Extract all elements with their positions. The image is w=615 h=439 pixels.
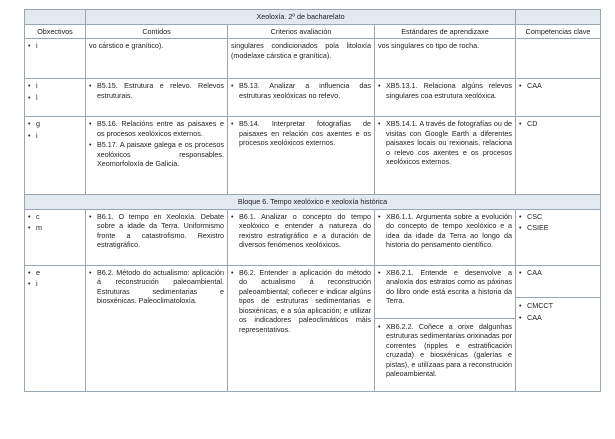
standards-cell: [375, 117, 516, 195]
column-header-criterios: Criterios avaliación: [228, 24, 375, 39]
standards-subrow: [375, 318, 515, 379]
table-row: [25, 117, 601, 195]
criteria-text: singulares condicionados pola litoloxía (modelaxe cárstica e granítica).: [231, 41, 371, 60]
content-cell: [86, 79, 228, 117]
content-text: • B5.17. A paisaxe galega e os procesos xeolóxicos responsables. Xeomorfoloxía de Galicia.: [89, 140, 224, 169]
column-header-competencias: Competencias clave: [516, 24, 601, 39]
objectives-cell: [25, 79, 86, 117]
objective-item: • e: [28, 268, 82, 278]
criteria-cell: [228, 79, 375, 117]
standards-text: • XB5.13.1. Relaciona algúns relevos singulares coa estrutura xeolóxica.: [378, 81, 512, 100]
competences-cell: [516, 39, 601, 79]
criteria-cell: [228, 39, 375, 79]
competence-item: • CAA: [519, 268, 597, 278]
table-row: [25, 265, 601, 391]
objective-item: • i: [28, 41, 82, 51]
criteria-text: • B6.2. Entender a aplicación do método do actualismo á reconstrución paleoambiental; coñecer e indicar algúns tipos de estruturas sedimentarias e biosxénicas, e a súa aplicación; e utilizar os indicadores paleoclimáticos máis representativos.: [231, 268, 371, 335]
criteria-cell: [228, 209, 375, 265]
table-row: [25, 39, 601, 79]
objective-item: • i: [28, 279, 82, 289]
standards-text: • XB6.2.1. Entende e desenvolve a analoxía dos estratos como as páxinas do libro onde está escrita a historia da Terra.: [378, 268, 512, 306]
standards-cell: [375, 79, 516, 117]
content-cell: [86, 117, 228, 195]
content-text: vo cárstico e granítico).: [89, 41, 164, 50]
content-cell: [86, 209, 228, 265]
column-header-estandares: Estándares de aprendizaxe: [375, 24, 516, 39]
table-row: [25, 209, 601, 265]
standards-cell: [375, 265, 516, 391]
objective-item: • l: [28, 93, 82, 103]
objective-item: • i: [28, 131, 82, 141]
criteria-text: • B5.14. Interpretar fotografías de paisaxes en relación cos axentes e os procesos xeolóxicos externos.: [231, 119, 371, 148]
block-title: Bloque 6. Tempo xeolóxico e xeoloxía histórica: [25, 195, 601, 210]
table-title-row: [25, 10, 601, 25]
competence-item: • CD: [519, 119, 597, 129]
competences-subrow: [516, 297, 600, 322]
competences-cell: [516, 79, 601, 117]
title-row-left-spacer: [25, 10, 86, 25]
column-header-contidos: Contidos: [86, 24, 228, 39]
competences-cell: [516, 117, 601, 195]
column-header-obxectivos: Obxectivos: [25, 24, 86, 39]
content-cell: [86, 39, 228, 79]
objective-item: • i: [28, 81, 82, 91]
competence-item: • CSIEE: [519, 223, 597, 233]
competences-cell: [516, 265, 601, 391]
curriculum-table: [24, 9, 601, 392]
objectives-cell: [25, 117, 86, 195]
column-header-row: [25, 24, 601, 39]
competence-item: • CAA: [519, 313, 597, 323]
standards-cell: [375, 39, 516, 79]
competence-item: • CAA: [519, 81, 597, 91]
content-text: • B5.15. Estrutura e relevo. Relevos estruturais.: [89, 81, 224, 100]
objective-item: • m: [28, 223, 82, 233]
criteria-text: • B6.1. Analizar o concepto do tempo xeolóxico e entender a natureza do rexistro estratigráfico e a duración de diversos fenómenos xeolóxicos.: [231, 212, 371, 250]
competence-item: • CMCCT: [519, 301, 597, 311]
competence-item: • CSC: [519, 212, 597, 222]
standards-text: • XB5.14.1. A través de fotografías ou de visitas con Google Earth a diferentes paisaxes locais ou rexionais, relaciona o relevo cos axentes e os procesos xeolóxicos externos.: [378, 119, 512, 167]
objectives-cell: [25, 265, 86, 391]
standards-text: • XB6.1.1. Argumenta sobre a evolución do concepto de tempo xeolóxico e a idea da idade da Terra ao longo da historia do pensamento científico.: [378, 212, 512, 250]
title-row-right-spacer: [516, 10, 601, 25]
objectives-cell: [25, 209, 86, 265]
objective-item: • g: [28, 119, 82, 129]
competences-cell: [516, 209, 601, 265]
objective-item: • c: [28, 212, 82, 222]
content-text: • B6.2. Método do actualismo: aplicación á reconstrución paleoambiental. Estruturas sedimentarias e biosxénicas. Paleoclimatoloxía.: [89, 268, 224, 306]
table-title: Xeoloxía. 2º de bacharelato: [86, 10, 516, 25]
criteria-text: • B5.13. Analizar a influencia das estruturas xeolóxicas no relevo.: [231, 81, 371, 100]
content-text: • B6.1. O tempo en Xeoloxía. Debate sobre a idade da Terra. Uniformismo fronte a catastrofismo. Rexistro estratigráfico.: [89, 212, 224, 250]
standards-text: • XB6.2.2. Coñece a orixe dalgunhas estruturas sedimentarias orixinadas por correntes (ripples e estratificación cruzada) e biosxénicas (galerías e pistas), e utilízaas para a reconstrución paleoambiental.: [378, 322, 512, 379]
standards-text: vos singulares co tipo de rocha.: [378, 41, 480, 50]
content-text: • B5.16. Relacións entre as paisaxes e os procesos xeolóxicos externos.: [89, 119, 224, 138]
standards-cell: [375, 209, 516, 265]
table-row: [25, 79, 601, 117]
block-title-row: [25, 195, 601, 210]
content-cell: [86, 265, 228, 391]
criteria-cell: [228, 117, 375, 195]
objectives-cell: [25, 39, 86, 79]
criteria-cell: [228, 265, 375, 391]
